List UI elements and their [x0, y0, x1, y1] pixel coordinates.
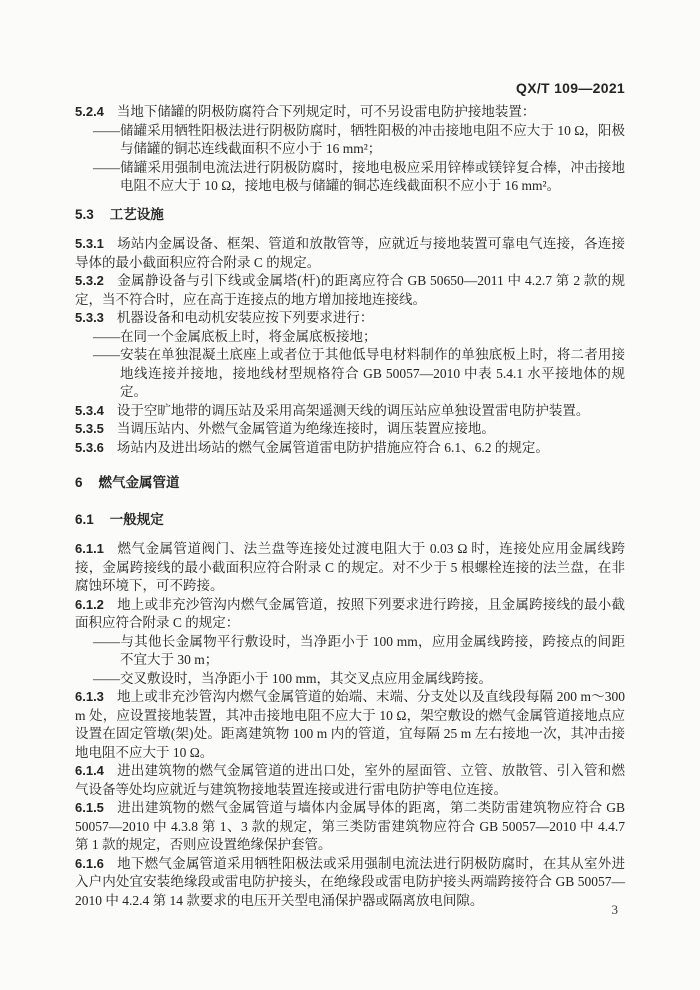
clause-number: 6.1.4 [75, 763, 104, 778]
clause-5-3-1 [75, 235, 625, 272]
section-heading-6-1 [75, 511, 625, 530]
clause-number: 6.1.1 [75, 541, 104, 556]
clause-number: 5.2.4 [75, 104, 104, 119]
heading-number: 5.3 [75, 206, 94, 222]
clause-number: 6.1.5 [75, 800, 104, 815]
clause-text: 地上或非充沙管沟内燃气金属管道，按照下列要求进行跨接，且金属跨接线的最小截面积应符合附录 C 的规定： [75, 596, 625, 630]
clause-number: 5.3.2 [75, 273, 104, 288]
clause-number: 5.3.3 [75, 310, 104, 325]
clause-number: 5.3.4 [75, 402, 104, 418]
clause-text: 当地下储罐的阴极防腐符合下列规定时，可不另设雷电防护接地装置： [116, 104, 536, 119]
clause-5-3-6 [75, 439, 625, 458]
clause-number: 5.3.1 [75, 236, 104, 251]
heading-number: 6 [75, 475, 83, 490]
clause-number: 5.3.6 [75, 439, 104, 455]
clause-text: 设于空旷地带的调压站及采用高架遥测天线的调压站应单独设置雷电防护装置。 [116, 402, 590, 418]
clause-text: 地下燃气金属管道采用牺牲阳极法或采用强制电流法进行阴极防腐时，在其从室外进入户内处宜安装绝缘段或雷电防护接头，在绝缘段或雷电防护接头两端跨接符合 GB 50057—2010 中 4.2.4 第 14 款要求的电压开关型电涌保护器或隔离放电间隙。 [75, 855, 625, 908]
clause-5-3-4 [75, 402, 625, 421]
document-body [75, 103, 625, 910]
doc-code-header: QX/T 109—2021 [516, 80, 625, 96]
dash-item-same-baseplate: ——在同一个金属底板上时，将金属底板接地； [93, 328, 377, 344]
heading-title: 一般规定 [109, 511, 164, 527]
clause-number: 6.1.3 [75, 689, 104, 704]
chapter-heading-6 [75, 474, 625, 493]
clause-text: 进出建筑物的燃气金属管道的进出口处，室外的屋面管、立管、放散管、引入管和燃气设备等处均应就近与建筑物接地装置连接或进行雷电防护等电位连接。 [75, 763, 625, 797]
clause-6-1-5 [75, 799, 625, 855]
clause-5-2-4 [75, 103, 625, 122]
dash-item-cross-laying: ——交叉敷设时，当净距小于 100 mm，其交叉点应用金属线跨接。 [93, 670, 493, 686]
clause-text: 金属静设备与引下线或金属塔(杆)的距离应符合 GB 50650—2011 中 4.2.7 第 2 款的规定，当不符合时，应在高于连接点的地方增加接地连接线。 [75, 273, 625, 307]
dash-item-tank-impressed-current: ——储罐采用强制电流法进行阴极防腐时，接地电极应采用锌棒或镁锌复合棒，冲击接地电阻不应大于 10 Ω，接地电极与储罐的铜芯连线截面积不应小于 16 mm²。 [93, 159, 625, 193]
clause-number: 6.1.2 [75, 596, 104, 612]
clause-5-3-5 [75, 420, 625, 439]
clause-6-1-4 [75, 762, 625, 799]
section-heading-5-3 [75, 206, 625, 225]
dash-item-tank-sacrificial-anode: ——储罐采用牺牲阳极法进行阴极防腐时，牺牲阳极的冲击接地电阻不应大于 10 Ω，阳极与储罐的铜芯连线截面积不应小于 16 mm²； [93, 122, 625, 156]
clause-text: 进出建筑物的燃气金属管道与墙体内金属导体的距离，第二类防雷建筑物应符合 GB 50057—2010 中 4.3.8 第 1、3 款的规定，第三类防雷建筑物应符合 GB 50057—2010 中 4.4.7 第 1 款的规定，否则应设置绝缘保护套管。 [75, 800, 625, 852]
page-content [75, 0, 625, 910]
clause-number: 5.3.5 [75, 421, 104, 436]
clause-6-1-3 [75, 688, 625, 762]
clause-number: 6.1.6 [75, 855, 104, 871]
clause-6-1-1 [75, 540, 625, 596]
clause-text: 场站内金属设备、框架、管道和放散管等，应就近与接地装置可靠电气连接，各连接导体的最小截面积应符合附录 C 的规定。 [75, 236, 625, 270]
clause-6-1-6 [75, 855, 625, 911]
dash-item-separate-baseplate: ——安装在单独混凝土底座上或者位于其他低导电材料制作的单独底板上时，将二者用接地线连接并接地，接地线材型规格符合 GB 50057—2010 中表 5.4.1 水平接地体的规定。 [93, 347, 625, 399]
clause-5-3-2 [75, 272, 625, 309]
clause-text: 机器设备和电动机安装应按下列要求进行： [116, 310, 374, 325]
clause-text: 地上或非充沙管沟内燃气金属管道的始端、末端、分支处以及直线段每隔 200 m～300 m 处，应设置接地装置，其冲击接地电阻不应大于 10 Ω，架空敷设的燃气金属管道接地点应设置在固定管墩(架)处。距离建筑物 100 m 内的管道，宜每隔 25 m 左右接地一次，其冲击接地电阻不应大于 10 Ω。 [75, 689, 625, 760]
heading-title: 工艺设施 [109, 206, 164, 222]
clause-text: 燃气金属管道阀门、法兰盘等连接处过渡电阻大于 0.03 Ω 时，连接处应用金属线跨接，金属跨接线的最小截面积应符合附录 C 的规定。对不少于 5 根螺栓连接的法兰盘，在非腐蚀环境下，可不跨接。 [75, 541, 625, 593]
dash-item-parallel-laying: ——与其他长金属物平行敷设时，当净距小于 100 mm，应用金属线跨接，跨接点的间距不宜大于 30 m； [93, 633, 625, 667]
clause-text: 当调压站内、外燃气金属管道为绝缘连接时，调压装置应接地。 [116, 421, 495, 436]
heading-title: 燃气金属管道 [98, 475, 180, 490]
clause-6-1-2 [75, 596, 625, 633]
heading-number: 6.1 [75, 511, 94, 527]
clause-5-3-3 [75, 309, 625, 328]
clause-text: 场站内及进出场站的燃气金属管道雷电防护措施应符合 6.1、6.2 的规定。 [116, 439, 549, 455]
page-number: 3 [611, 902, 618, 917]
